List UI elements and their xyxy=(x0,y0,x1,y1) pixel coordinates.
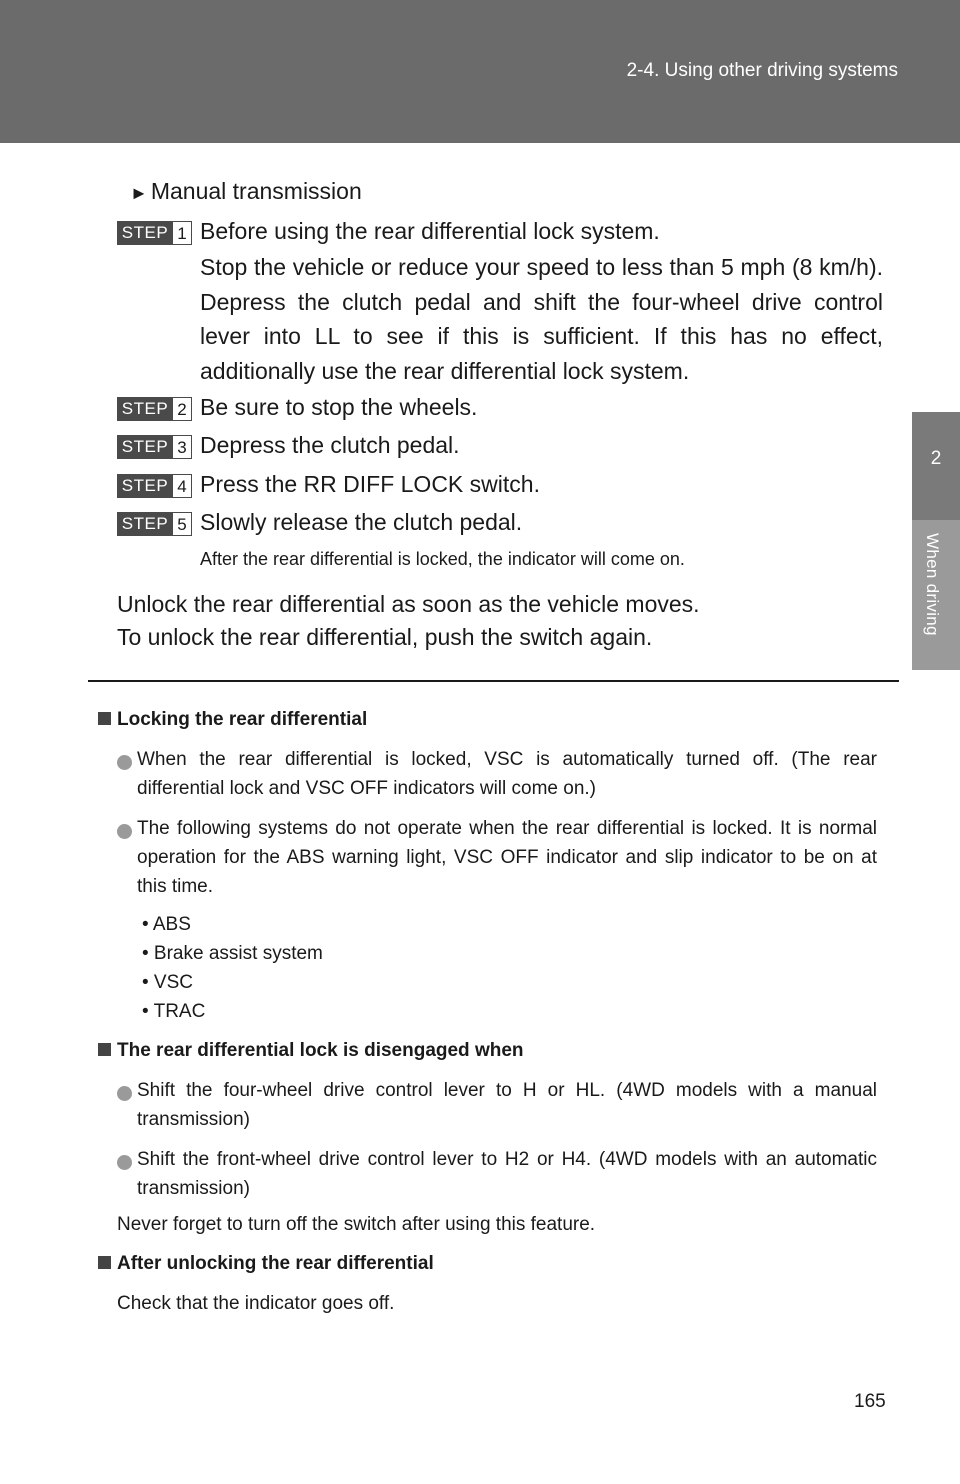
square-bullet-icon xyxy=(98,712,111,725)
step-badge-label: STEP xyxy=(117,512,173,536)
note-heading-locking xyxy=(98,709,367,731)
step-5-text: Slowly release the clutch pedal. xyxy=(200,509,523,535)
step-5-note: After the rear differential is locked, the indicator will come on. xyxy=(200,549,685,569)
locking-bullet-2: The following systems do not operate when the rear differential is locked. It is normal operation for the ABS warning light, VSC OFF indicator and slip indicator to be on at this time. xyxy=(137,818,877,897)
list-item: • VSC xyxy=(142,972,193,993)
page-number: 165 xyxy=(854,1391,886,1412)
square-bullet-icon xyxy=(98,1256,111,1269)
system-list xyxy=(142,910,323,1026)
step-badge-label: STEP xyxy=(117,221,173,245)
list-item: • TRAC xyxy=(142,1001,206,1022)
closing-line-1: Unlock the rear differential as soon as the vehicle moves. xyxy=(117,591,700,617)
step-3-text: Depress the clutch pedal. xyxy=(200,432,460,458)
circle-bullet-icon xyxy=(117,824,132,839)
list-item: • ABS xyxy=(142,914,191,935)
note-heading-text: Locking the rear differential xyxy=(117,709,368,730)
circle-bullet-icon xyxy=(117,1086,132,1101)
section-title: 2-4. Using other driving systems xyxy=(626,60,898,81)
square-bullet-icon xyxy=(98,1043,111,1056)
note-heading-disengaged xyxy=(98,1040,524,1062)
note-heading-after-unlocking xyxy=(98,1253,434,1275)
triangle-marker-icon: ► xyxy=(130,183,148,203)
step-badge-4 xyxy=(117,474,193,498)
disengaged-remark: Never forget to turn off the switch after using this feature. xyxy=(117,1214,596,1235)
step-badge-number: 4 xyxy=(173,474,192,498)
page-header-band xyxy=(0,0,960,143)
after-unlocking-text: Check that the indicator goes off. xyxy=(117,1293,395,1314)
locking-bullet-1: When the rear differential is locked, VSC is automatically turned off. (The rear differential lock and VSC OFF indicators will come on.) xyxy=(137,749,877,799)
step-badge-number: 5 xyxy=(173,512,192,536)
step-badge-number: 2 xyxy=(173,397,192,421)
step-badge-number: 1 xyxy=(173,221,192,245)
step-badge-3 xyxy=(117,435,193,459)
step-4-text: Press the RR DIFF LOCK switch. xyxy=(200,471,540,497)
step-2-text: Be sure to stop the wheels. xyxy=(200,394,478,420)
step-badge-1 xyxy=(117,221,193,245)
note-heading-text: The rear differential lock is disengaged when xyxy=(117,1040,524,1061)
step-badge-number: 3 xyxy=(173,435,192,459)
list-item: • Brake assist system xyxy=(142,943,323,964)
circle-bullet-icon xyxy=(117,755,132,770)
step-1-text: Before using the rear differential lock system. xyxy=(200,218,660,244)
step-badge-label: STEP xyxy=(117,397,173,421)
chapter-label: When driving xyxy=(923,533,942,636)
chapter-number: 2 xyxy=(930,448,942,469)
disengaged-bullet-2: Shift the front-wheel drive control lever to H2 or H4. (4WD models with an automatic transmission) xyxy=(137,1149,877,1199)
chapter-tab xyxy=(912,143,960,1484)
step-1-description: Stop the vehicle or reduce your speed to less than 5 mph (8 km/h). Depress the clutch pedal and shift the four-wheel drive control lever into LL to see if this is sufficient. If this has no effect, additionally use the rear differential lock system. xyxy=(200,254,883,384)
disengaged-bullet-1: Shift the four-wheel drive control lever to H or HL. (4WD models with a manual transmission) xyxy=(137,1080,877,1130)
closing-line-2: To unlock the rear differential, push the switch again. xyxy=(117,624,653,650)
section-divider xyxy=(88,680,899,682)
step-badge-label: STEP xyxy=(117,435,173,459)
note-heading-text: After unlocking the rear differential xyxy=(117,1253,434,1274)
transmission-heading xyxy=(130,178,362,205)
step-badge-label: STEP xyxy=(117,474,173,498)
step-badge-2 xyxy=(117,397,193,421)
circle-bullet-icon xyxy=(117,1155,132,1170)
transmission-heading-label: Manual transmission xyxy=(150,178,362,204)
step-badge-5 xyxy=(117,512,193,536)
